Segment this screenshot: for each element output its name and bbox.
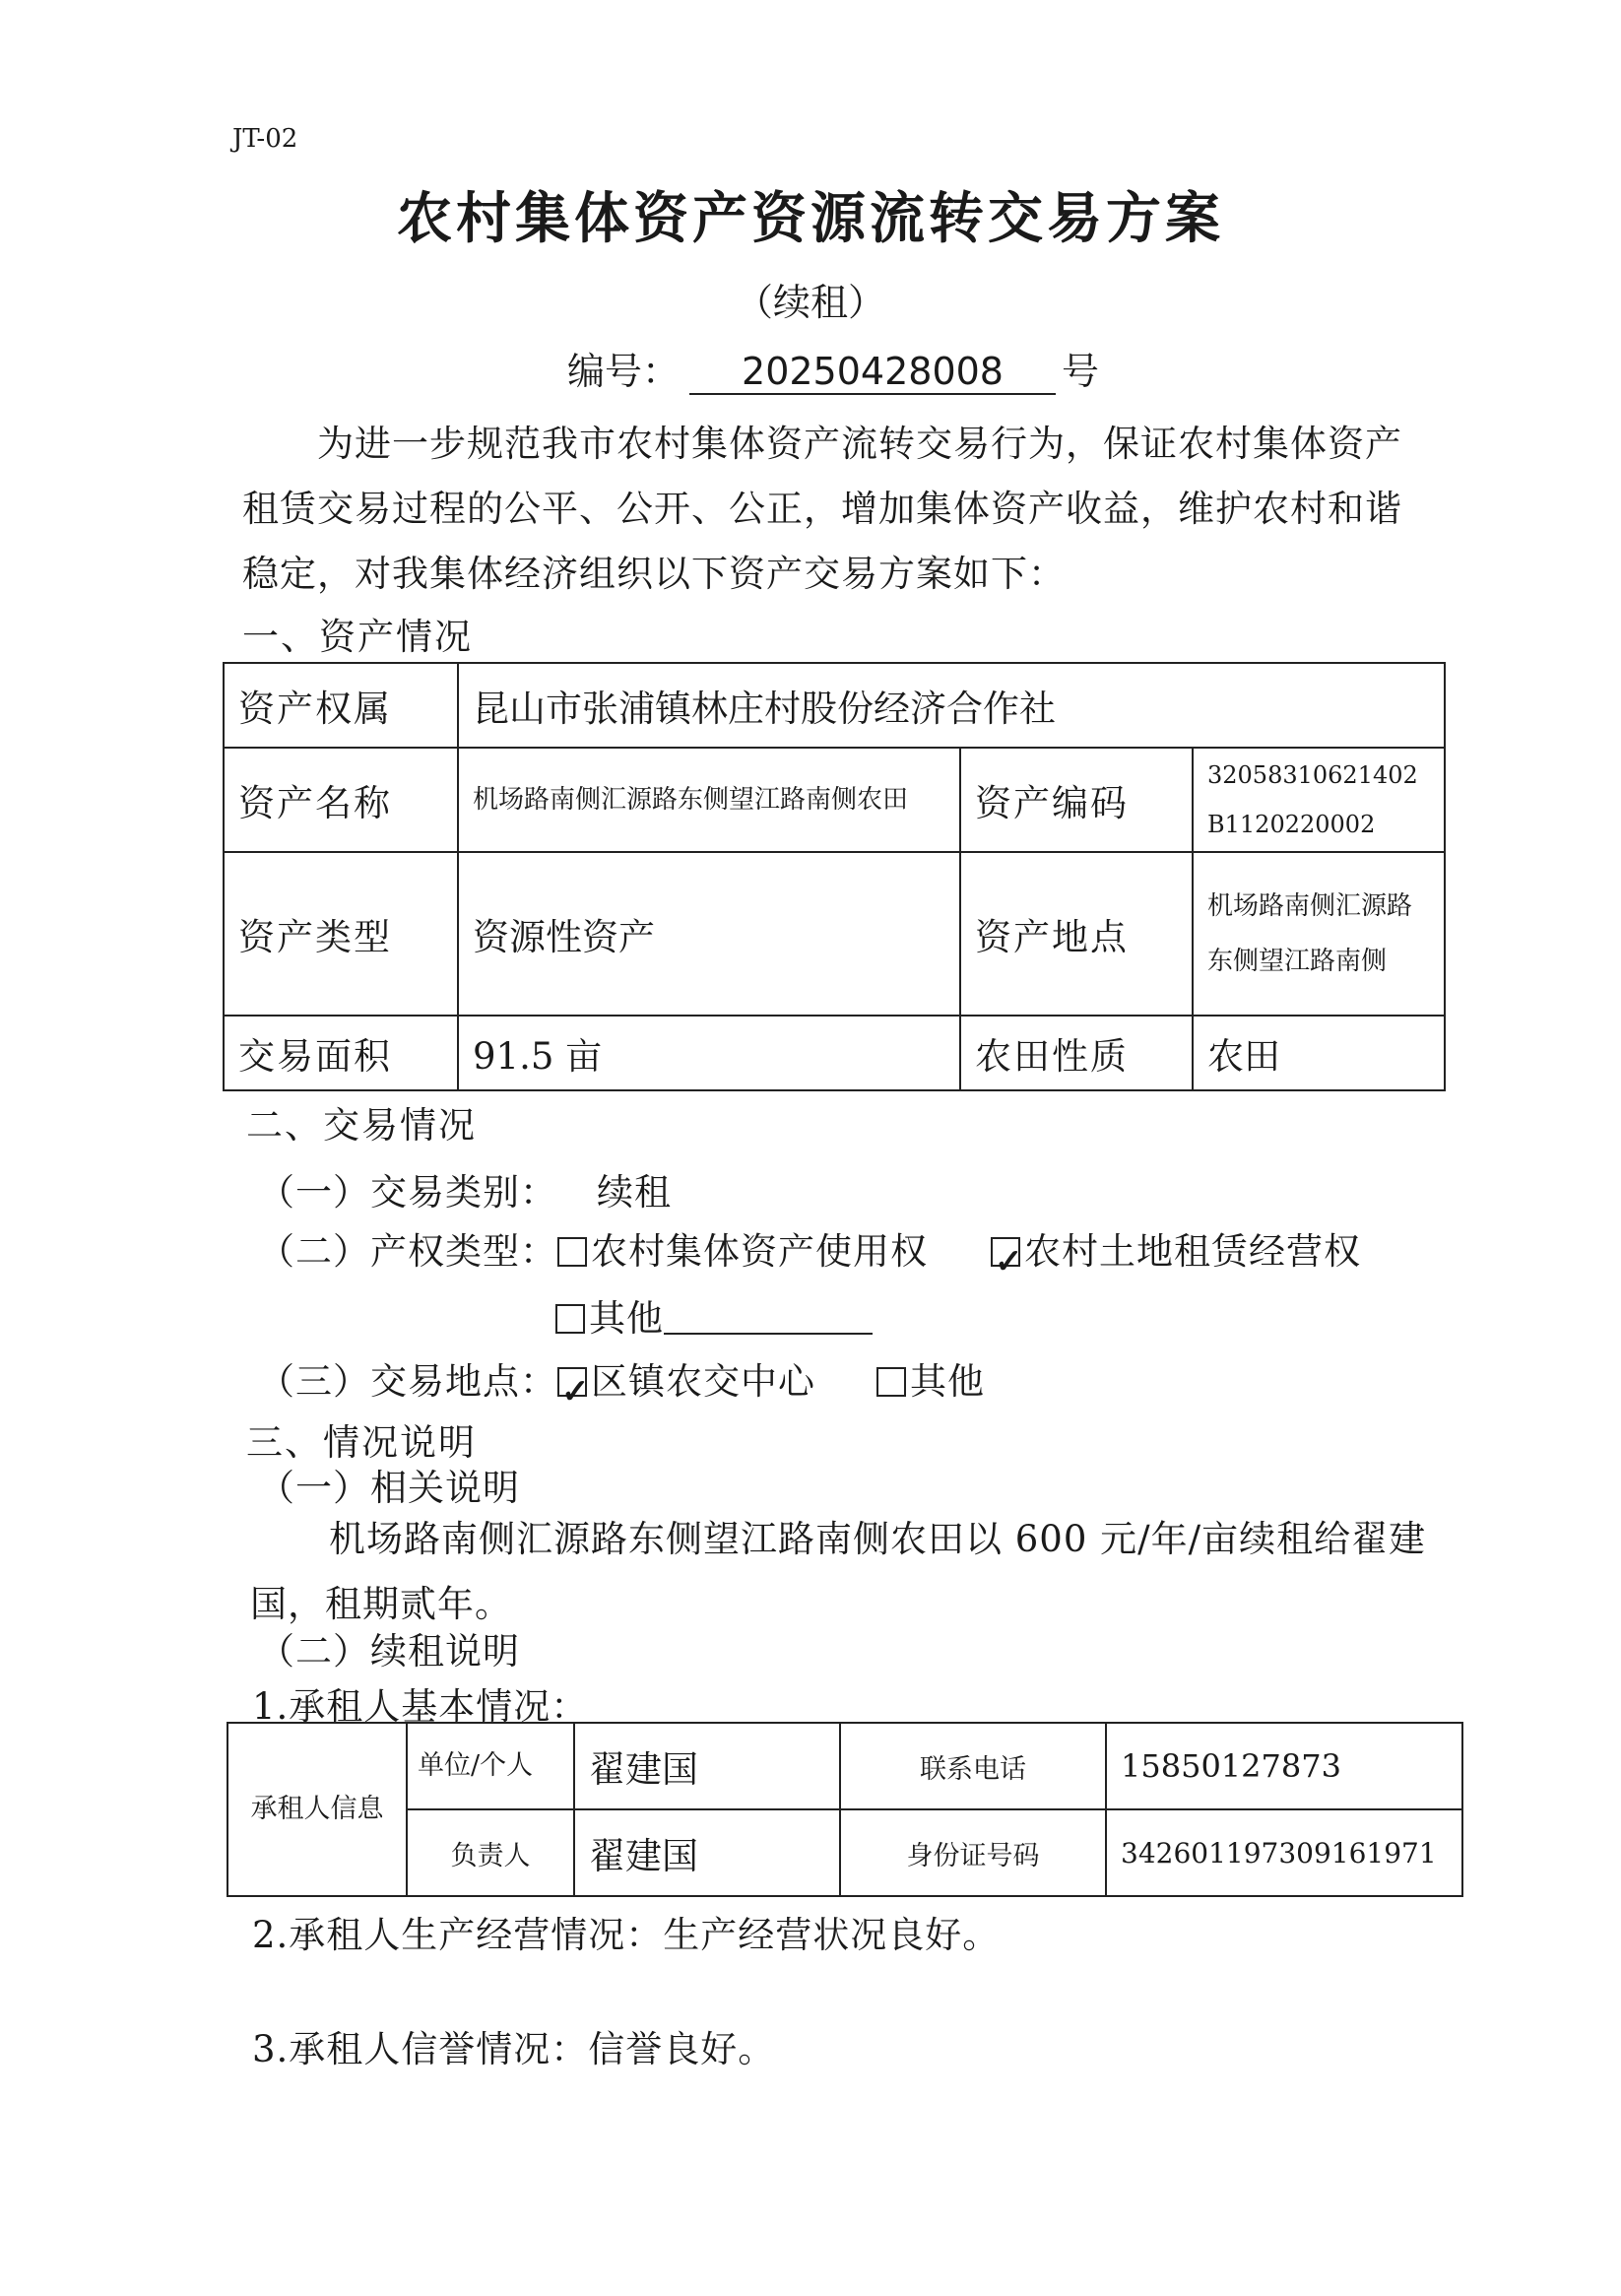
section3-heading: 三、情况说明 bbox=[246, 1421, 477, 1464]
document-code: JT-02 bbox=[232, 124, 298, 154]
intro-paragraph: 为进一步规范我市农村集体资产流转交易行为，保证农村集体资产租赁交易过程的公平、公开、公正，增加集体资产收益，维护农村和谐稳定，对我集体经济组织以下资产交易方案如下： bbox=[242, 423, 1402, 595]
unit-value: 翟建国 bbox=[574, 1723, 840, 1809]
asset-table bbox=[223, 662, 1446, 1091]
document-subtitle: （续租） bbox=[735, 281, 885, 324]
checkbox-place-other[interactable] bbox=[876, 1367, 906, 1397]
number-value: 20250428008 bbox=[689, 350, 1056, 395]
id-label: 身份证号码 bbox=[840, 1809, 1106, 1896]
sub1-text: 机场路南侧汇源路东侧望江路南侧农田以 600 元/年/亩续租给翟建国，租期贰年。 bbox=[250, 1518, 1427, 1625]
nature-label: 农田性质 bbox=[960, 1016, 1193, 1090]
id-value: 342601197309161971 bbox=[1106, 1809, 1462, 1896]
unit-label: 单位/个人 bbox=[407, 1723, 574, 1809]
area-value: 91.5 亩 bbox=[458, 1016, 960, 1090]
item2-text: 2.承租人生产经营情况：生产经营状况良好。 bbox=[252, 1914, 1001, 1956]
right-other-line bbox=[555, 1286, 873, 1351]
checkbox-collective-asset[interactable] bbox=[557, 1237, 587, 1267]
category-label: （一）交易类别： bbox=[258, 1171, 557, 1214]
tenant-group-label: 承租人信息 bbox=[227, 1723, 407, 1896]
option-collective-asset: 农村集体资产使用权 bbox=[591, 1230, 928, 1273]
location-value: 机场路南侧汇源路东侧望江路南侧 bbox=[1193, 852, 1445, 1016]
phone-label: 联系电话 bbox=[840, 1723, 1106, 1809]
item1-text: 1.承租人基本情况： bbox=[252, 1685, 589, 1728]
document-title: 农村集体资产资源流转交易方案 bbox=[397, 187, 1224, 251]
section1-heading: 一、资产情况 bbox=[242, 616, 473, 658]
checkbox-center[interactable] bbox=[557, 1367, 587, 1397]
place-label: （三）交易地点： bbox=[258, 1360, 557, 1403]
sub2-heading: （二）续租说明 bbox=[258, 1630, 520, 1673]
right-type-label: （二）产权类型： bbox=[258, 1230, 557, 1273]
tenant-table bbox=[227, 1722, 1463, 1897]
other-blank-line bbox=[664, 1303, 873, 1335]
owner-label: 资产权属 bbox=[224, 663, 458, 748]
code-label: 资产编码 bbox=[960, 748, 1193, 852]
owner-value: 昆山市张浦镇林庄村股份经济合作社 bbox=[458, 663, 1445, 748]
name-value: 机场路南侧汇源路东侧望江路南侧农田 bbox=[458, 748, 960, 852]
phone-value: 15850127873 bbox=[1106, 1723, 1462, 1809]
section2-heading: 二、交易情况 bbox=[246, 1104, 477, 1147]
checkbox-right-other[interactable] bbox=[555, 1304, 585, 1334]
checkbox-land-lease[interactable] bbox=[991, 1237, 1020, 1267]
place-line bbox=[258, 1349, 985, 1414]
item3-text: 3.承租人信誉情况：信誉良好。 bbox=[252, 2028, 776, 2070]
option-land-lease: 农村土地租赁经营权 bbox=[1024, 1230, 1361, 1273]
name-label: 资产名称 bbox=[224, 748, 458, 852]
category-value: 续租 bbox=[597, 1171, 672, 1214]
lead-label: 负责人 bbox=[407, 1809, 574, 1896]
document-number-line bbox=[567, 341, 1099, 395]
area-label: 交易面积 bbox=[224, 1016, 458, 1090]
nature-value: 农田 bbox=[1193, 1016, 1445, 1090]
category-line bbox=[258, 1160, 672, 1225]
code-value: 32058310621402B1120220002 bbox=[1193, 748, 1445, 852]
right-type-line bbox=[258, 1219, 1361, 1284]
option-right-other: 其他 bbox=[589, 1297, 664, 1340]
sub1-heading: （一）相关说明 bbox=[258, 1467, 520, 1509]
location-label: 资产地点 bbox=[960, 852, 1193, 1016]
type-label: 资产类型 bbox=[224, 852, 458, 1016]
type-value: 资源性资产 bbox=[458, 852, 960, 1016]
option-place-other: 其他 bbox=[910, 1360, 985, 1403]
number-label: 编号： bbox=[567, 350, 681, 393]
lead-value: 翟建国 bbox=[574, 1809, 840, 1896]
option-center: 区镇农交中心 bbox=[591, 1360, 815, 1403]
number-suffix: 号 bbox=[1062, 350, 1100, 393]
